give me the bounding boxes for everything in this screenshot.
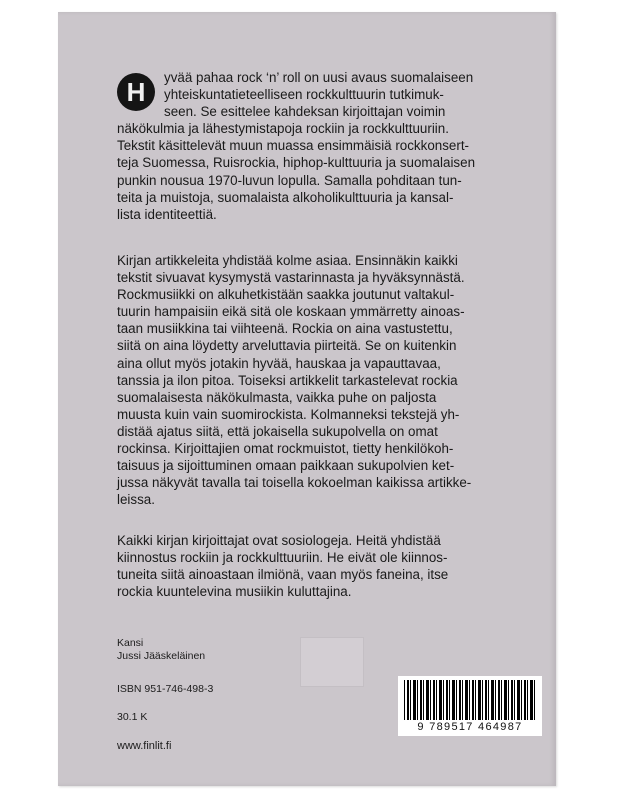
text-line: tanssia ja ilon pitoa. Toiseksi artikkelit tarkastelevat rockia [117,372,458,388]
drop-cap-badge: H [117,73,155,111]
text-line: siitä on aina löydetty arveluttavia piirteitä. Se on kuitenkin [117,338,457,354]
text-line: tuneita siitä ainoastaan ilmiönä, vaan myös faneina, itse [117,567,449,583]
barcode-bars [404,680,536,720]
price-sticker [300,637,364,687]
cover-credit-label: Kansi [117,637,144,649]
text-line: rockinsa. Kirjoittajien omat rockmuistot, tietty henkilökoh- [117,441,454,457]
text-line: tuurin hampaisiin eikä sitä ole koskaan ymmärretty ainoas- [117,304,465,320]
text-line: distää ajatus siitä, että jokaisella sukupolvella on omat [117,423,438,439]
text-line: Tekstit käsittelevät muun muassa ensimmäisiä rockkonsert- [117,138,470,154]
text-line: rockia kuuntelevina musiikin kuluttajina. [117,584,352,600]
text-line: taisuus ja sijoittuminen omaan paikkaan sukupolvien ket- [117,458,455,474]
paragraph-themes [117,252,535,508]
text-line: teja Suomessa, Ruisrockia, hiphop-kulttuuria ja suomalaisen [117,155,476,171]
text-line: Kirjan artikkeleita yhdistää kolme asiaa. Ensinnäkin kaikki [117,253,458,268]
isbn-number: ISBN 951-746-498-3 [117,683,214,695]
text-line: jussa näkyvät tavalla tai toisella kokoelman kaikissa artikke- [117,475,472,491]
class-code: 30.1 K [117,711,148,723]
text-line: yhteiskuntatieteelliseen rockkulttuurin tutkimuk- [164,87,444,103]
text-line: kiinnostus rockiin ja rockkulttuuriin. He eivät ole kiinnos- [117,550,448,566]
text-line: aina ollut myös jotakin hyvää, hauskaa ja vapauttavaa, [117,355,441,371]
text-line: yvää pahaa rock ‘n’ roll on uusi avaus suomalaiseen [164,70,474,85]
publisher-website: www.finlit.fi [117,740,172,752]
barcode [398,676,542,736]
text-line: leissa. [117,492,155,508]
text-line: suomalaisesta näkökulmasta, vaikka puhe on paljosta [117,389,437,405]
barcode-number: 9 789517 464987 [417,721,523,733]
cover-credit [117,637,205,663]
text-line: Kaikki kirjan kirjoittajat ovat sosiologeja. Heitä yhdistää [117,533,441,548]
text-line: punkin nousua 1970-luvun lopulla. Samalla pohditaan tun- [117,172,462,188]
text-line: Rockmusiikki on alkuhetkistään saakka joutunut valtakul- [117,287,455,303]
text-line: tekstit sivuavat kysymystä vastarinnasta ja hyväksynnästä. [117,270,465,286]
text-line: lista identiteettiä. [117,206,217,222]
text-line: muusta kuin vain suomirockista. Kolmanneksi tekstejä yh- [117,406,460,422]
text-line: teita ja muistoja, suomalaista alkoholikulttuuria ja kansal- [117,189,454,205]
text-line: seen. Se esittelee kahdeksan kirjoittajan voimin [164,104,446,120]
paragraph-authors [117,532,535,600]
text-line: taan musiikkina tai viihteenä. Rockia on aina vastustettu, [117,321,453,337]
paragraph-intro [117,69,535,223]
cover-credit-name: Jussi Jääskeläinen [117,650,206,662]
text-line: näkökulmia ja lähestymistapoja rockiin ja rockkulttuuriin. [117,121,449,137]
